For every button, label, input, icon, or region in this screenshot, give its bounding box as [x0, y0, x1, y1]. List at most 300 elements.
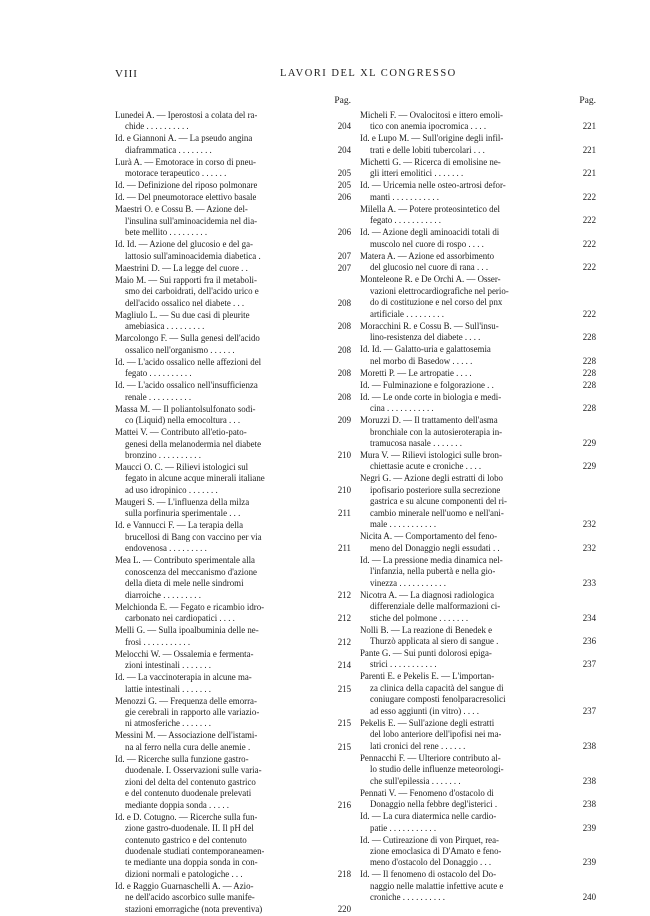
index-entry: [360, 251, 596, 274]
line-spacer: [502, 450, 596, 461]
index-entry-line: [115, 857, 351, 868]
entry-text: meno d'ostacolo del Donaggio . . .: [370, 857, 492, 868]
entry-text: zioni del delta del contenuto gastrico: [125, 776, 256, 787]
line-spacer: [503, 133, 596, 144]
line-spacer: [498, 415, 596, 426]
line-spacer: [491, 344, 596, 355]
index-entry-line: [115, 835, 351, 846]
entry-text: Id. e Lupo M. — Sull'origine degli infil-: [360, 133, 504, 144]
index-entry-line: [360, 344, 596, 355]
entry-text: amebiasica . . . . . . . . .: [125, 321, 205, 332]
entry-text: Id. — Del pneumotorace elettivo basale: [115, 192, 257, 203]
entry-page-number: 208: [337, 321, 351, 332]
line-spacer: [254, 881, 351, 892]
index-entry: [360, 869, 596, 903]
line-spacer: [484, 239, 576, 250]
index-entry-line: [360, 204, 596, 215]
line-spacer: [502, 297, 596, 308]
index-entry-line: [360, 659, 596, 670]
index-entry: [115, 110, 351, 133]
index-entry-line: [360, 145, 596, 156]
entry-text: tramucosa nasale . . . . . . .: [370, 437, 462, 448]
line-spacer: [248, 204, 351, 215]
index-entry-line: [360, 823, 596, 834]
line-spacer: [235, 613, 331, 624]
index-entry-line: [115, 881, 351, 892]
line-spacer: [439, 192, 576, 203]
index-entry-line: [360, 590, 596, 601]
entry-text: diaframmatica . . . . . . . .: [125, 144, 212, 155]
index-entry: [115, 497, 351, 520]
entry-text: Massa M. — Il poliantolsulfonato sodi-: [115, 403, 256, 414]
entry-text: croniche . . . . . . . . . .: [370, 892, 445, 903]
index-entry-line: [115, 450, 351, 461]
line-spacer: [461, 776, 576, 787]
entry-text: Maio M. — Sui rapporti fra il metaboli-: [115, 274, 257, 285]
index-entry: [360, 718, 596, 752]
index-entry-line: [115, 812, 351, 823]
line-spacer: [501, 392, 596, 403]
line-spacer: [249, 497, 351, 508]
index-entry-line: [360, 215, 596, 226]
index-entry: [115, 380, 351, 403]
index-entry: [115, 649, 351, 672]
index-entry-line: [115, 497, 351, 508]
line-spacer: [261, 251, 331, 262]
entry-page-number: 205: [337, 168, 351, 179]
line-spacer: [264, 602, 351, 613]
entry-page-number: 205: [337, 180, 351, 191]
entry-text: Milella A. — Potere proteosintetico del: [360, 203, 500, 214]
entry-text: cambio minerale nell'uomo e nell'ani-: [370, 507, 504, 518]
line-spacer: [436, 823, 576, 834]
line-spacer: [494, 251, 596, 262]
index-entry: [360, 450, 596, 473]
line-spacer: [247, 427, 351, 438]
entry-text: patie . . . . . . . . . . .: [370, 822, 437, 833]
index-entry: [360, 204, 596, 227]
line-spacer: [506, 180, 596, 191]
index-entry-line: [360, 192, 596, 203]
entry-page-number: 222: [582, 238, 596, 249]
line-spacer: [465, 741, 576, 752]
index-entry-line: [115, 275, 351, 286]
entry-text: male . . . . . . . . . . .: [370, 519, 437, 530]
line-spacer: [497, 799, 576, 810]
entry-text: Thurzò applicata al siero di sangue .: [370, 635, 499, 646]
entry-text: Id. — Fulminazione e folgorazione . .: [360, 379, 494, 390]
line-spacer: [256, 777, 351, 788]
line-spacer: [496, 869, 596, 880]
line-spacer: [494, 380, 576, 391]
line-spacer: [494, 718, 596, 729]
line-spacer: [506, 694, 596, 705]
index-entry-line: [115, 204, 351, 215]
index-entry-line: [115, 649, 351, 660]
line-spacer: [250, 742, 331, 753]
index-entry-line: [360, 450, 596, 461]
index-entry: [115, 157, 351, 180]
line-spacer: [499, 321, 596, 332]
entry-page-number: 236: [582, 635, 596, 646]
index-entry: [360, 380, 596, 391]
index-entry-line: [360, 846, 596, 857]
index-entry-line: [360, 461, 596, 472]
entry-text: bronzino . . . . . . . . . .: [125, 450, 201, 460]
line-spacer: [226, 168, 331, 179]
entry-text: Maestrini D. — La legge del cuore . .: [115, 262, 248, 273]
index-entry: [360, 274, 596, 320]
entry-text: frosi . . . . . . . . . . .: [125, 636, 191, 647]
pag-column-label: Pag.: [579, 96, 596, 106]
line-spacer: [500, 601, 596, 612]
index-entry: [360, 811, 596, 834]
entry-page-number: 232: [582, 542, 596, 553]
line-spacer: [481, 461, 576, 472]
entry-text: carbonato nei cardiopatici . . . .: [125, 613, 235, 624]
index-entry: [360, 555, 596, 589]
entry-text: Mura V. — Rilievi istologici sulle bron-: [360, 450, 502, 460]
line-spacer: [472, 356, 576, 367]
entry-text: Menozzi G. — Frequenza delle emorra-: [115, 695, 257, 706]
index-column-left: [115, 96, 351, 916]
entry-text: manti . . . . . . . . . . .: [370, 191, 440, 202]
entry-text: Nicita A. — Comportamento del feno-: [360, 531, 498, 542]
index-entry: [115, 310, 351, 333]
entry-page-number: 207: [337, 250, 351, 261]
index-entry-line: [115, 508, 351, 519]
entry-text: Lurà A. — Emotorace in corso di pneu-: [115, 156, 256, 167]
line-spacer: [501, 274, 596, 285]
line-spacer: [262, 765, 351, 776]
index-entry-line: [115, 310, 351, 321]
entry-page-number: 229: [582, 461, 596, 472]
entry-text: artificiale . . . . . . . . .: [370, 308, 444, 319]
entry-text: dell'acido ossalico nel diabete . . .: [125, 297, 245, 308]
entry-page-number: 228: [582, 379, 596, 390]
entry-text: Id. Id. — Azione del glucosio e del ga-: [115, 239, 254, 250]
entry-text: Maestri O. e Cossu B. — Azione del-: [115, 204, 248, 215]
line-spacer: [243, 869, 331, 880]
index-entry-line: [115, 555, 351, 566]
entry-text: Id. — Ricerche sulla funzione gastro-: [115, 753, 249, 764]
line-spacer: [255, 555, 351, 566]
entry-text: Id. — Le onde corte in biologia e medi-: [360, 391, 502, 402]
index-entry-line: [115, 357, 351, 368]
index-entry-line: [115, 602, 351, 613]
entry-text: della dieta di mele nelle sindromi: [125, 578, 244, 589]
entry-page-number: 229: [582, 437, 596, 448]
entry-text: Mea L. — Contributo sperimentale alla: [115, 555, 255, 566]
entry-text: coniugare composti fenolparacresolici: [370, 694, 506, 705]
entry-page-number: 228: [582, 403, 596, 414]
entry-text: ad esso aggiunti (in vitro) . . . .: [370, 705, 479, 716]
line-spacer: [244, 578, 351, 589]
entry-text: sulla porfinuria sperimentale . . .: [125, 508, 241, 519]
entry-text: Pante G. — Sui punti dolorosi epiga-: [360, 648, 492, 658]
index-entry-line: [360, 274, 596, 285]
index-entry-line: [360, 168, 596, 179]
line-spacer: [247, 835, 351, 846]
index-entry-line: [115, 718, 351, 729]
index-entry: [360, 753, 596, 787]
entry-text: zione emoclasica di D'Amato e feno-: [370, 846, 502, 856]
entry-text: ossalico nell'organismo . . . . . .: [125, 344, 235, 355]
entry-text: che sull'epilessia . . . . . . .: [370, 775, 461, 786]
entry-text: Donaggio nella febbre degl'isterici .: [370, 799, 498, 810]
index-entry-line: [360, 601, 596, 612]
index-entry-line: [115, 590, 351, 601]
entry-text: bronchiale con la autosieroterapia in-: [370, 426, 503, 437]
entry-text: Melchionda E. — Fegato e ricambio idro-: [115, 601, 265, 612]
entry-text: Monteleone R. e De Orchi A. — Osser-: [360, 274, 501, 285]
entry-text: muscolo nel cuore di rospo . . . .: [370, 238, 484, 249]
entry-text: mediante doppia sonda . . . . .: [125, 799, 230, 810]
line-spacer: [254, 649, 351, 660]
index-entry-line: [360, 309, 596, 320]
entry-text: Id. — La cura diatermica nelle cardio-: [360, 811, 497, 822]
entry-page-number: 222: [582, 215, 596, 226]
index-entry-line: [360, 671, 596, 682]
line-spacer: [240, 508, 331, 519]
line-spacer: [502, 427, 596, 438]
entry-page-number: 228: [582, 332, 596, 343]
entry-page-number: 237: [582, 705, 596, 716]
index-entry: [115, 520, 351, 554]
entry-text: Pennacchi F. — Ulteriore contributo al-: [360, 752, 501, 763]
index-entry-line: [360, 508, 596, 519]
index-entry-line: [115, 637, 351, 648]
entry-text: Parenti E. e Pekelis E. — L'importan-: [360, 671, 495, 682]
entry-text: genesi della melanodermia nel diabete: [125, 438, 262, 449]
line-spacer: [472, 368, 576, 379]
entry-text: Id. — Il fenomeno di ostacolo del Do-: [360, 869, 497, 880]
line-spacer: [496, 811, 596, 822]
index-entry: [115, 404, 351, 427]
index-entry-line: [115, 892, 351, 903]
entry-text: duodenale studiati contemporaneamen-: [125, 846, 265, 856]
index-entry: [360, 788, 596, 811]
entry-text: gie cerebrali in rapporto alle variazio-: [125, 706, 260, 717]
line-spacer: [258, 380, 351, 391]
line-spacer: [503, 881, 596, 892]
index-entry-line: [115, 696, 351, 707]
line-spacer: [211, 718, 331, 729]
entry-text: fegato . . . . . . . . . . .: [370, 215, 441, 226]
line-spacer: [504, 764, 596, 775]
index-entry-line: [115, 846, 351, 857]
index-entry: [115, 192, 351, 203]
line-spacer: [495, 566, 596, 577]
index-entry-line: [115, 392, 351, 403]
entry-page-number: 216: [337, 799, 351, 810]
index-entry-line: [115, 286, 351, 297]
index-entry-line: [115, 532, 351, 543]
index-entry-line: [360, 543, 596, 554]
line-spacer: [261, 439, 351, 450]
line-spacer: [492, 625, 596, 636]
entry-text: tico con anemia ipocromica . . . .: [370, 121, 487, 132]
index-entry-line: [115, 823, 351, 834]
line-spacer: [501, 729, 596, 740]
entry-text: differenziale delle malformazioni ci-: [370, 601, 501, 612]
line-spacer: [479, 706, 576, 717]
index-entry-line: [115, 777, 351, 788]
index-entry: [360, 415, 596, 449]
line-spacer: [212, 145, 331, 156]
index-entry-line: [115, 613, 351, 624]
line-spacer: [257, 180, 331, 191]
line-spacer: [261, 357, 351, 368]
index-entry: [115, 602, 351, 625]
index-entry-line: [360, 636, 596, 647]
line-spacer: [501, 157, 596, 168]
entry-page-number: 234: [582, 612, 596, 623]
index-entry-line: [115, 368, 351, 379]
index-entry-line: [115, 415, 351, 426]
line-spacer: [252, 672, 351, 683]
entry-text: cina . . . . . . . . . . .: [370, 403, 434, 414]
line-spacer: [251, 788, 351, 799]
entry-text: strici . . . . . . . . . . .: [370, 659, 437, 670]
page-number: VIII: [115, 68, 138, 80]
index-entry-line: [115, 239, 351, 250]
index-entry: [115, 881, 351, 915]
line-spacer: [488, 262, 576, 273]
line-spacer: [498, 636, 576, 647]
entry-text: stazioni emorragiche (nota preventiva): [125, 903, 263, 914]
index-entry: [115, 730, 351, 753]
index-entry-line: [115, 788, 351, 799]
line-spacer: [240, 415, 331, 426]
entry-page-number: 208: [337, 368, 351, 379]
index-entry-line: [360, 648, 596, 659]
index-entry-line: [115, 869, 351, 880]
entry-text: l'insulina sull'aminoacidemia nel dia-: [125, 215, 258, 226]
entry-page-number: 221: [582, 121, 596, 132]
entry-text: Id. — La pressione media dinamica nel-: [360, 554, 503, 565]
entry-text: motorace terapeutico . . . . . .: [125, 168, 227, 179]
index-entry-line: [115, 625, 351, 636]
index-entry: [360, 321, 596, 344]
line-spacer: [257, 730, 351, 741]
index-entry-line: [115, 520, 351, 531]
entry-page-number: 222: [582, 191, 596, 202]
entry-page-number: 206: [337, 227, 351, 238]
index-entry: [115, 333, 351, 356]
entry-text: conoscenza del meccanismo d'azione: [125, 566, 257, 577]
line-spacer: [254, 823, 351, 834]
index-entry-line: [360, 799, 596, 810]
entry-page-number: 233: [582, 577, 596, 588]
line-spacer: [256, 404, 351, 415]
index-entry-line: [115, 321, 351, 332]
index-entry-line: [360, 764, 596, 775]
entry-page-number: 239: [582, 822, 596, 833]
line-spacer: [494, 590, 596, 601]
entry-text: Moretti P. — Le artropatie . . . .: [360, 367, 472, 378]
index-entry-line: [115, 543, 351, 554]
index-entry-line: [360, 625, 596, 636]
index-entry-line: [115, 404, 351, 415]
line-spacer: [249, 754, 351, 765]
index-entry: [115, 204, 351, 238]
index-entry-line: [115, 578, 351, 589]
running-header: [115, 68, 585, 84]
entry-text: Moruzzi D. — Il trattamento dell'asma: [360, 415, 498, 426]
entry-text: Nicotra A. — La diagnosi radiologica: [360, 589, 495, 600]
entry-text: Negri G. — Azione degli estratti di lobo: [360, 473, 503, 484]
line-spacer: [468, 613, 576, 624]
entry-text: Melocchi W. — Ossalemia e fermenta-: [115, 648, 254, 659]
index-entry-line: [360, 869, 596, 880]
index-entry-line: [360, 121, 596, 132]
index-entry-line: [115, 427, 351, 438]
entry-text: Melli G. — Sulla ipoalbuminia delle ne-: [115, 625, 259, 636]
index-entry: [360, 180, 596, 203]
line-spacer: [436, 519, 576, 530]
index-entry-line: [360, 321, 596, 332]
entry-page-number: 212: [337, 589, 351, 600]
index-entry-line: [115, 133, 351, 144]
entry-text: vazioni elettrocardiografiche nel perio-: [370, 285, 509, 296]
entry-text: za clinica della capacità del sangue di: [370, 682, 504, 693]
entry-text: Id. — Definizione del riposo polmonare: [115, 180, 258, 191]
line-spacer: [257, 696, 351, 707]
index-entry-line: [115, 904, 351, 915]
line-spacer: [501, 846, 596, 857]
entry-text: Id. — L'acido ossalico nelle affezioni del: [115, 356, 262, 367]
entry-page-number: 207: [337, 262, 351, 273]
index-entry-line: [360, 741, 596, 752]
line-spacer: [499, 835, 596, 846]
entry-text: endovenosa . . . . . . . . .: [125, 543, 207, 554]
index-entry: [360, 227, 596, 250]
index-entry-line: [360, 368, 596, 379]
entry-text: gli itteri emolitici . . . . . . .: [370, 168, 464, 179]
line-spacer: [445, 892, 576, 903]
index-entry-line: [115, 380, 351, 391]
entry-page-number: 228: [582, 367, 596, 378]
index-entry-line: [360, 496, 596, 507]
entry-text: contenuto gastrico e del contenuto: [125, 834, 247, 845]
index-entry-line: [115, 473, 351, 484]
line-spacer: [504, 508, 596, 519]
entry-text: trati e delle lobiti tubercolari . . .: [370, 144, 485, 155]
index-entry: [115, 462, 351, 496]
entry-page-number: 238: [582, 799, 596, 810]
index-entry-line: [115, 263, 351, 274]
index-entry-line: [115, 145, 351, 156]
line-spacer: [258, 857, 351, 868]
entry-text: ad uso idropinico . . . . . . .: [125, 484, 218, 495]
line-spacer: [503, 555, 596, 566]
line-spacer: [497, 531, 596, 542]
line-spacer: [250, 310, 351, 321]
index-entry-line: [360, 415, 596, 426]
entry-page-number: 215: [337, 718, 351, 729]
entry-page-number: 228: [582, 355, 596, 366]
entry-page-number: 220: [337, 903, 351, 914]
index-entry: [115, 263, 351, 274]
index-entry-line: [115, 168, 351, 179]
entry-page-number: 221: [582, 144, 596, 155]
entry-text: Matera A. — Azione ed assorbimento: [360, 250, 495, 261]
index-column-right: [360, 96, 596, 904]
entry-text: ne dell'acido ascorbico sulle manife-: [125, 892, 255, 903]
entry-page-number: 232: [582, 519, 596, 530]
index-entry-line: [360, 332, 596, 343]
